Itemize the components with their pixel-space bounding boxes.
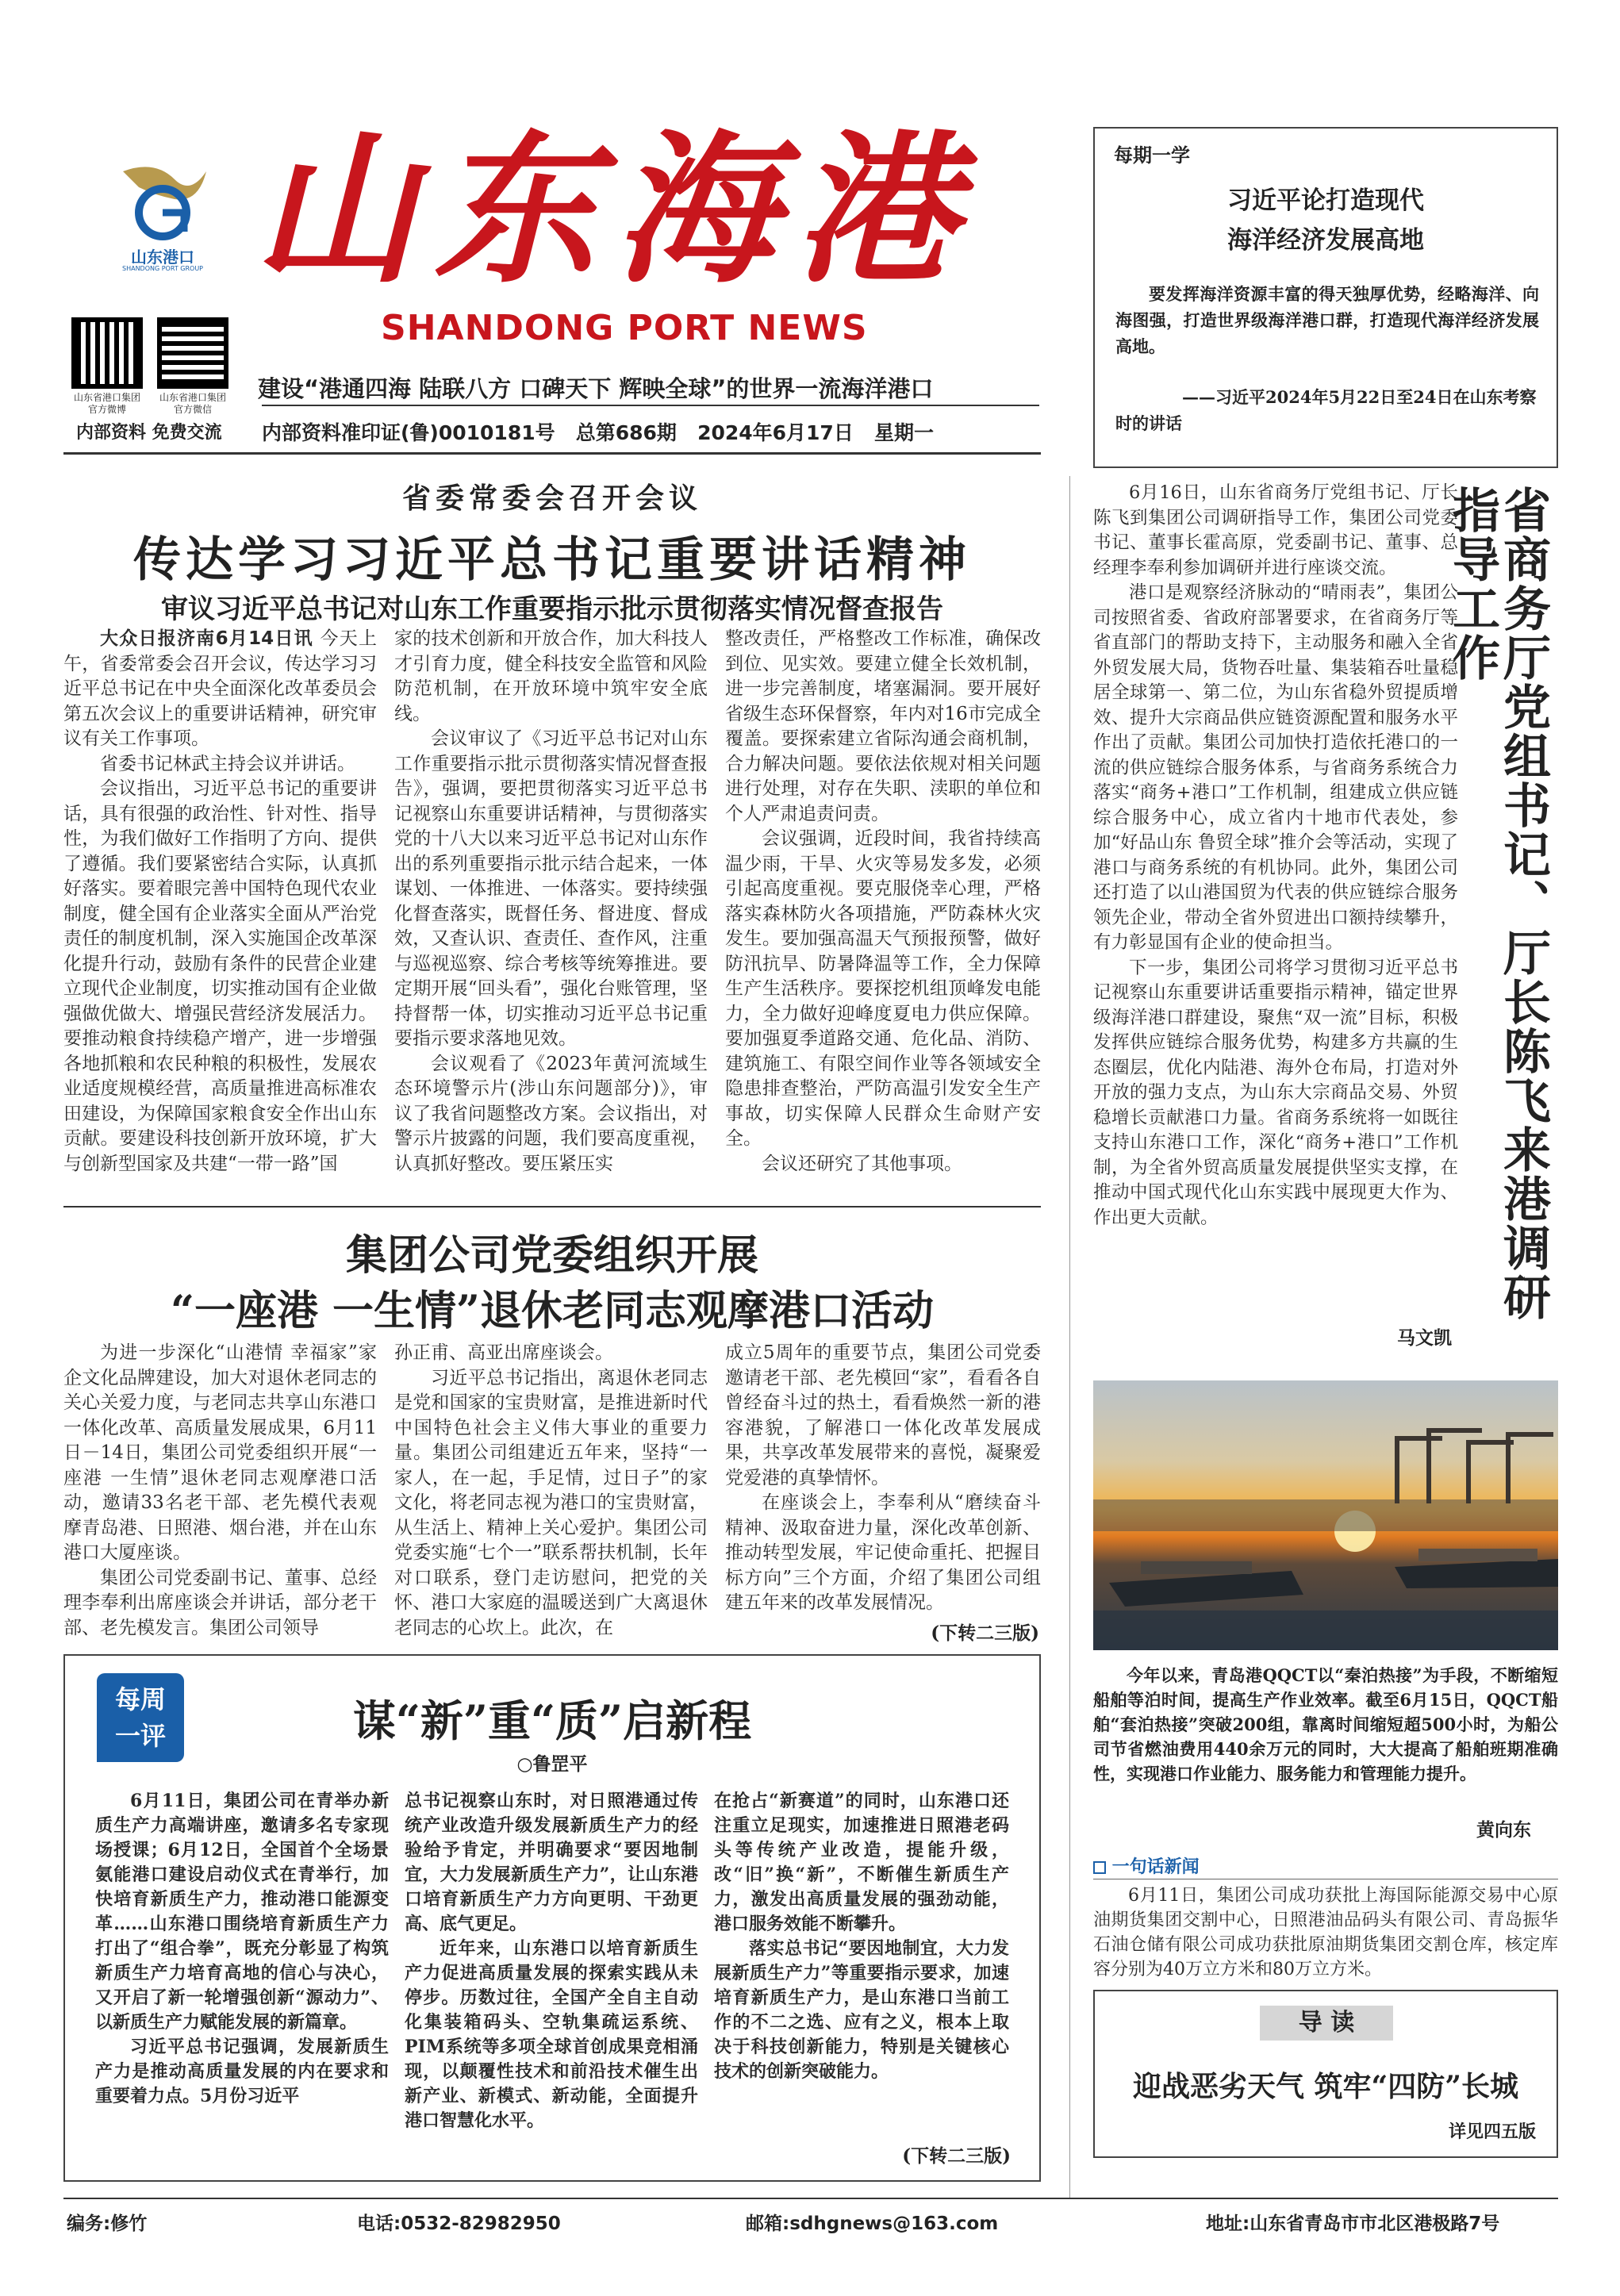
article1-headline: 传达学习习近平总书记重要讲话精神 xyxy=(133,532,971,588)
article3-headline: 谋“新”重“质”启新程 xyxy=(352,1695,752,1746)
weekly-study-box xyxy=(1093,127,1558,468)
guide-ref: 详见四五版 xyxy=(1448,2121,1536,2142)
masthead-title: 山东海港 xyxy=(254,115,974,305)
qr-caption: 山东省港口集团官方微博 xyxy=(73,392,140,415)
slogan: 建设“港通四海 陆联八方 口碑天下 辉映全球”的世界一流海洋港口 xyxy=(258,375,934,402)
article3-continued: (下转二三版) xyxy=(902,2145,1011,2167)
logo-text: 山东港口 xyxy=(131,248,194,267)
article1-subhead: 审议习近平总书记对山东工作重要指示批示贯彻落实情况督查报告 xyxy=(161,593,943,625)
article3-col2: 总书记视察山东时，对日照港通过传统产业改造升级发展新质生产力的经验给予肯定，并明确要求“要因地制宜，大力发展新质生产力”，让山东港口培育新质生产力方向更明、干劲更高、底气更足。 近年来，山东港口以培育新质生产力促进高质量发展的探索实践从未停步。历数过往，全国产全自主自动化集装箱码头、空轨集疏运系统、PIM系统等多项全球首创成果竞相涌现，以颠覆性技术和前沿技术催生出新产业、新模式、新动能，全面提升港口智慧化水平。 xyxy=(405,1791,698,2131)
article2-col3: 成立5周年的重要节点，集团公司党委邀请老干部、老先模回“家”，看看各自曾经奋斗过的热土，看看焕然一新的港容港貌，了解港口一体化改革发展成果，共享改革发展带来的喜悦，凝聚爱党爱港的真挚情怀。 在座谈会上，李奉利从“磨续奋斗精神、汲取奋进力量，深化改革创新、推动转型发展，牢记使命重托、把握目标方向”三个方面，介绍了集团公司组建五年来的改革发展情况。 xyxy=(725,1342,1041,1613)
article3-byline: ○鲁罡平 xyxy=(516,1753,588,1775)
weekly-study-quote: 要发挥海洋资源丰富的得天独厚优势，经略海洋、向海图强，打造世界级海洋港口群，打造现代海洋经济发展高地。 xyxy=(1115,284,1539,356)
qr-code-icon xyxy=(157,317,228,389)
guide-label: 导 读 xyxy=(1260,2006,1393,2041)
footer-phone: 电话:0532-82982950 xyxy=(357,2213,561,2234)
article4-headline: 省商务厅党组书记、厅长陈飞来港调研指导工作 xyxy=(1445,486,1551,1322)
article3-col1: 6月11日，集团公司在青举办新质生产力高端讲座，邀请多名专家现场授课；6月12日，全国首个全场景氨能港口建设启动仪式在青举行，加快培育新质生产力，推动港口能源变革……山东港口围绕培育新质生产力打出了“组合拳”，既充分彰显了构筑新质生产力培育高地的信心与决心，又开启了新一轮增强创新“源动力”、以新质生产力赋能发展的新篇章。 习近平总书记强调，发展新质生产力是推动高质量发展的内在要求和重要着力点。5月份习近平 xyxy=(95,1791,389,2106)
weekly-review-badge: 每周 一评 xyxy=(97,1673,184,1762)
port-photo xyxy=(1093,1380,1558,1650)
port-photo-graphic xyxy=(1093,1380,1558,1650)
weekday: 星期一 xyxy=(873,421,934,444)
article3-col3: 在抢占“新赛道”的同时，山东港口还注重立足现实，加速推进日照港老码头等传统产业改造，提能升级，改“旧”换“新”，不断催生新质生产力，激发出高质量发展的强劲动能，港口服务效能不断攀升。 落实总书记“要因地制宜，大力发展新质生产力”等重要指示要求，加速培育新质生产力，是山东港口当前工作的不二之选、应有之义，根本上取决于科技创新能力，特别是关键核心技术的创新突破能力。 xyxy=(714,1791,1009,2082)
footer-editor: 编务:修竹 xyxy=(67,2213,148,2234)
issue-number: 总第686期 xyxy=(575,421,677,444)
article4-author: 马文凯 xyxy=(1397,1327,1452,1349)
photo-caption: 今年以来，青岛港QQCT以“秦泊热接”为手段，不断缩短船舶等泊时间，提高生产作业效率。截至6月15日，QQCT船舶“套泊热接”突破200组，靠离时间缩短超500小时，为船公司节省燃油费用440余万元的同时，大大提高了船舶班期准确性，实现港口作业能力、服务能力和管理能力提升。 xyxy=(1093,1665,1558,1783)
qr-caption: 山东省港口集团官方微信 xyxy=(159,392,226,415)
logo-mark xyxy=(111,155,214,243)
dateline: 大众日报济南6月14日讯 xyxy=(100,628,313,649)
article2-col1: 为进一步深化“山港情 幸福家”家企文化品牌建设，加大对退休老同志的关心关爱力度，与老同志共享山东港口一体化改革、高质量发展成果，6月11日－14日，集团公司党委组织开展“一座港 一生情”退休老同志观摩港口活动，邀请33名老干部、老先模代表观摩青岛港、日照港、烟台港，并在山东港口大厦座谈。 集团公司党委副书记、董事、总经理李奉利出席座谈会并讲话，部分老干部、老先模发言。集团公司领导 xyxy=(63,1342,377,1638)
qr-weibo xyxy=(71,317,143,416)
qr-code-icon xyxy=(71,317,143,389)
weekly-study-label: 每期一学 xyxy=(1114,144,1190,167)
weekly-study-source: ——习近平2024年5月22日至24日在山东考察时的讲话 xyxy=(1115,387,1537,433)
issue-date: 2024年6月17日 xyxy=(697,421,854,444)
article1-col3: 整改责任，严格整改工作标准，确保改到位、见实效。要建立健全长效机制，进一步完善制度，堵塞漏洞。要开展好省级生态环保督察，年内对16市完成全覆盖。要探索建立省际沟通会商机制，合力解决问题。要依法依规对相关问题进行处理，对存在失职、渎职的单位和个人严肃追责问责。 会议强调，近段时间，我省持续高温少雨，干旱、火灾等易发多发，必须引起高度重视。要克服侥幸心理，严格落实森林防火各项措施，严防森林火灾发生。要加强高温天气预报预警，做好防汛抗旱、防暑降温等工作，全力保障生产生活秩序。要探挖机组顶峰发电能力，全力做好迎峰度夏电力供应保障。要加强夏季道路交通、危化品、消防、建筑施工、有限空间作业等各领域安全隐患排查整治，严防高温引发安全生产事故，切实保障人民群众生命财产安全。 会议还研究了其他事项。 xyxy=(725,628,1041,1174)
article2-headline1: 集团公司党委组织开展 xyxy=(345,1231,758,1280)
brief-text: 6月11日，集团公司成功获批上海国际能源交易中心原油期货集团交割中心，日照港油品码头有限公司、青岛振华石油仓储有限公司成功获批原油期货集团交割仓库，核定库容分别为40万立方米和80万立方米。 xyxy=(1093,1886,1558,1979)
brief-square-icon xyxy=(1093,1861,1106,1874)
permit: 内部资料准印证(鲁)0010181号 xyxy=(262,421,555,444)
qr-wechat xyxy=(157,317,228,416)
masthead-title-en: SHANDONG PORT NEWS xyxy=(381,308,868,348)
brief-label: 一句话新闻 xyxy=(1093,1853,1200,1878)
article1-kicker: 省委常委会召开会议 xyxy=(401,482,702,515)
photo-author: 黄向东 xyxy=(1476,1819,1531,1841)
footer-email[interactable]: 邮箱:sdhgnews@163.com xyxy=(746,2213,999,2234)
logo-subtext: SHANDONG PORT GROUP xyxy=(122,265,203,272)
article1-col2: 家的技术创新和开放合作，加大科技人才引育力度，健全科技安全监管和风险防范机制，在开放环境中筑牢安全底线。 会议审议了《习近平总书记对山东工作重要指示批示贯彻落实情况督查报告》，强调，要把贯彻落实习近平总书记视察山东重要讲话精神，与贯彻落实党的十八大以来习近平总书记对山东作出的系列重要指示批示结合起来，一体谋划、一体推进、一体落实。要持续强化督查落实，既督任务、督进度、督成效，又查认识、查责任、查作风，注重与巡视巡察、综合考核等统筹推进。要定期开展“回头看”，强化台账管理，坚持督帮一体，切实推动习近平总书记重要指示要求落地见效。 会议观看了《2023年黄河流域生态环境警示片(涉山东问题部分)》，审议了我省问题整改方案。会议指出，对警示片披露的问题，我们要高度重视，认真抓好整改。要压紧压实 xyxy=(394,628,708,1174)
weekly-study-title: 习近平论打造现代 海洋经济发展高地 xyxy=(1227,186,1424,255)
guide-title: 迎战恶劣天气 筑牢“四防”长城 xyxy=(1133,2070,1518,2103)
article2-headline2: “一座港 一生情”退休老同志观摩港口活动 xyxy=(171,1287,934,1335)
commentary-box xyxy=(63,1654,1041,2182)
logo xyxy=(111,155,214,275)
article1-col1: 大众日报济南6月14日讯 今天上午，省委常委会召开会议，传达学习习近平总书记在中央全面深化改革委员会第五次会议上的重要讲话精神，研究审议有关工作事项。 省委书记林武主持会议并讲话。 会议指出，习近平总书记的重要讲话，具有很强的政治性、针对性、指导性，为我们做好工作指明了方向、提供了遵循。我们要紧密结合实际，认真抓好落实。要着眼完善中国特色现代农业制度，健全国有企业落实全面从严治党责任的制度机制，深入实施国企改革深化提升行动，鼓励有条件的民营企业建立现代企业制度，切实推动国有企业做强做优做大、增强民营经济发展活力。要推动粮食持续稳产增产，进一步增强各地抓粮和农民种粮的积极性，发展农业适度规模经营，高质量推进高标准农田建设，为保障国家粮食安全作出山东贡献。要建设科技创新开放环境，扩大与创新型国家及共建“一带一路”国 xyxy=(63,628,377,1174)
article2-col2: 孙正甫、高亚出席座谈会。 习近平总书记指出，离退休老同志是党和国家的宝贵财富，是推进新时代中国特色社会主义伟大事业的重要力量。集团公司组建近五年来，坚持“一家人，在一起，手足情，过日子”的家文化，将老同志视为港口的宝贵财富，从生活上、精神上关心爱护。集团公司党委实施“七个一”联系帮扶机制，长年对口联系，登门走访慰问，把党的关怀、港口大家庭的温暖送到广大离退休老同志的心坎上。此次，在 xyxy=(394,1342,708,1638)
article2-continued: (下转二三版) xyxy=(931,1622,1039,1644)
article4-body: 6月16日，山东省商务厅党组书记、厅长陈飞到集团公司调研指导工作，集团公司党委书记、董事长霍高原，党委副书记、董事、总经理李奉利参加调研并进行座谈交流。 港口是观察经济脉动的“晴雨表”，集团公司按照省委、省政府部署要求，在省商务厅等省直部门的帮助支持下，主动服务和融入全省外贸发展大局，货物吞吐量、集装箱吞吐量稳居全球第一、第二位，为山东省稳外贸提质增效、提升大宗商品供应链资源配置和服务水平作出了贡献。集团公司加快打造依托港口的一流的供应链综合服务体系，与省商务系统合力落实“商务+港口”工作机制，组建成立供应链综合服务中心，成立省内十地市代表处，参加“好品山东 鲁贸全球”推介会等活动，实现了港口与商务系统的有机协同。此外，集团公司还打造了以山港国贸为代表的供应链综合服务领先企业，带动全省外贸进出口额持续攀升，有力彰显国有企业的使命担当。 下一步，集团公司将学习贯彻习近平总书记视察山东重要讲话重要指示精神，锚定世界级海洋港口群建设，聚焦“双一流”目标，积极发挥供应链综合服务优势，构建多方共赢的生态圈层，优化内陆港、海外仓布局，打造对外开放的强力支点，为山东大宗商品交易、外贸稳增长贡献港口力量。省商务系统将一如既往支持山东港口工作，深化“商务+港口”工作机制，为全省外贸高质量发展提供坚实支撑，在推动中国式现代化山东实践中展现更大作为、作出更大贡献。 xyxy=(1093,482,1458,1228)
internal-note: 内部资料 免费交流 xyxy=(76,423,222,443)
guide-box xyxy=(1093,1990,1558,2158)
footer-address: 地址:山东省青岛市市北区港极路7号 xyxy=(1206,2213,1500,2234)
issue-line xyxy=(262,417,934,446)
